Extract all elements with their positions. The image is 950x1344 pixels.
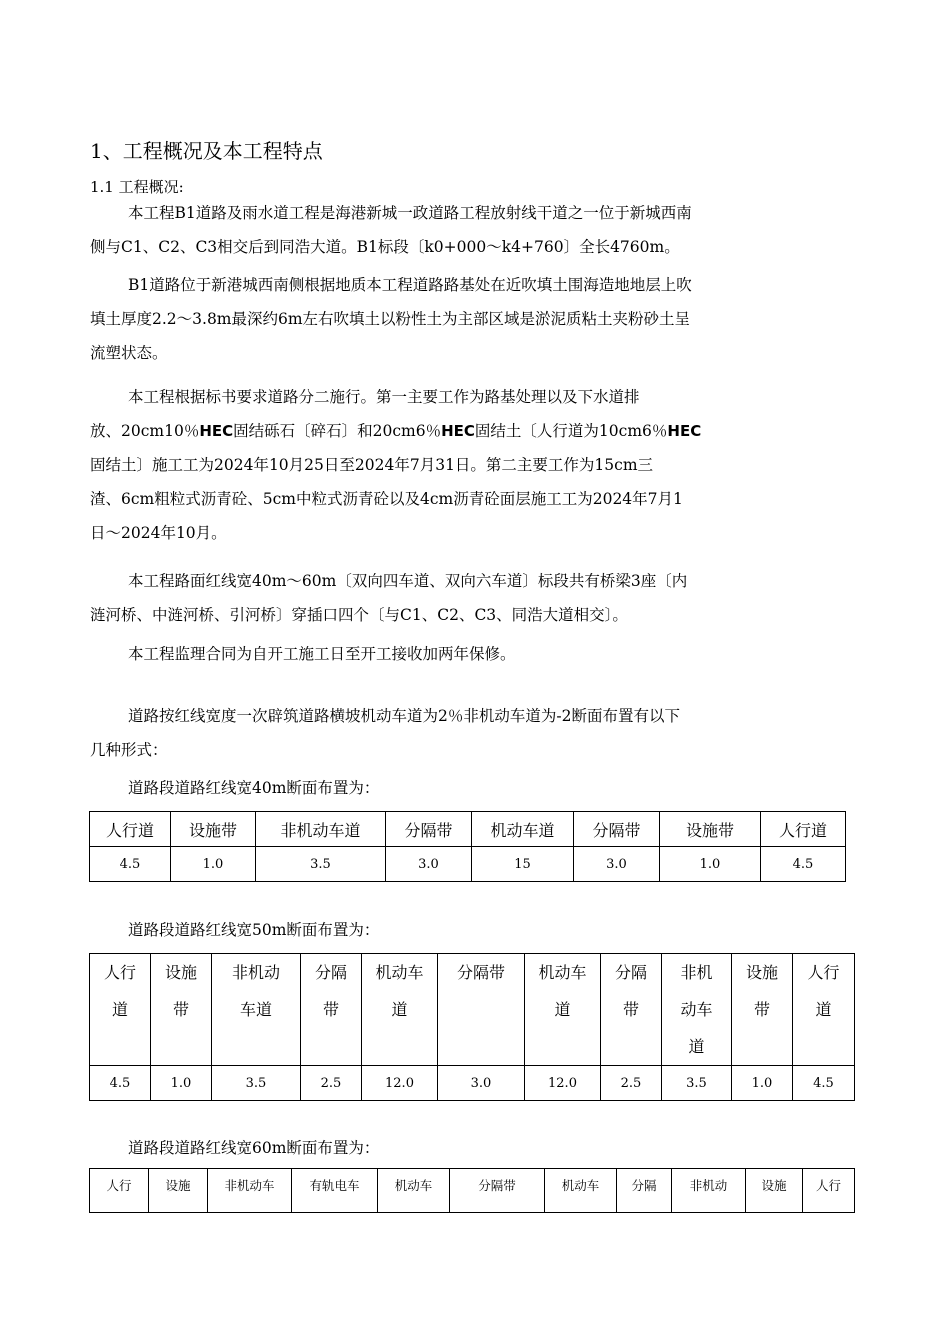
text-line: 固结土〕施工工为2024年10月25日至2024年7月31日。第二主要工作为15cm三 bbox=[90, 456, 654, 474]
table-header-row bbox=[90, 1169, 855, 1213]
table-header-cell: 分隔带 bbox=[450, 1169, 545, 1213]
text-line: 几种形式： bbox=[90, 741, 168, 759]
section-heading: 1、工程概况及本工程特点 bbox=[90, 139, 323, 163]
paragraph-bridges bbox=[90, 564, 830, 632]
table-60m-caption: 道路段道路红线宽60m断面布置为： bbox=[128, 1139, 380, 1157]
table-header-cell: 设施 bbox=[746, 1169, 803, 1213]
text-line: 日～2024年10月。 bbox=[90, 524, 227, 542]
text-line: B1道路位于新港城西南侧根据地质本工程道路路基处在近吹填土围海造地地层上吹 bbox=[128, 276, 692, 294]
table-cell: 1.0 bbox=[660, 847, 761, 882]
table-cell: 3.0 bbox=[386, 847, 472, 882]
table-header-cell: 人行 道 bbox=[90, 954, 151, 1066]
table-header-cell: 非机 动车 道 bbox=[662, 954, 732, 1066]
text-line: 涟河桥、中涟河桥、引河桥〕穿插口四个〔与C1、C2、C3、同浩大道相交〕。 bbox=[90, 606, 628, 624]
table-cell: 1.0 bbox=[151, 1066, 212, 1101]
table-header-cell: 分隔带 bbox=[574, 812, 660, 847]
table-cell: 3.5 bbox=[256, 847, 386, 882]
table-header-cell: 有轨电车 bbox=[292, 1169, 378, 1213]
table-row bbox=[90, 847, 846, 882]
table-header-cell: 分隔 带 bbox=[601, 954, 662, 1066]
text-line: 流塑状态。 bbox=[90, 344, 168, 362]
table-cell: 3.0 bbox=[574, 847, 660, 882]
text-line: 放、20cm10％HEC固结砾石〔碎石〕和20cm6％HEC固结土〔人行道为10cm6％HEC bbox=[90, 422, 702, 440]
table-cell: 1.0 bbox=[171, 847, 256, 882]
table-cell: 2.5 bbox=[301, 1066, 362, 1101]
table-header-cell: 机动车 bbox=[545, 1169, 617, 1213]
paragraph-geology bbox=[90, 268, 830, 370]
table-cell: 4.5 bbox=[761, 847, 846, 882]
table-header-cell: 设施 带 bbox=[732, 954, 793, 1066]
table-40m bbox=[89, 811, 846, 882]
table-cell: 3.0 bbox=[438, 1066, 525, 1101]
paragraph-schedule bbox=[90, 380, 830, 550]
table-header-cell: 机动车道 bbox=[472, 812, 574, 847]
table-header-cell: 设施带 bbox=[171, 812, 256, 847]
table-cell: 12.0 bbox=[525, 1066, 601, 1101]
table-cell: 3.5 bbox=[212, 1066, 301, 1101]
table-cell: 4.5 bbox=[90, 1066, 151, 1101]
table-header-row bbox=[90, 812, 846, 847]
table-header-cell: 人行 bbox=[90, 1169, 149, 1213]
subsection-heading: 1.1 工程概况: bbox=[90, 178, 184, 196]
table-header-cell: 人行 bbox=[803, 1169, 855, 1213]
table-50m-caption: 道路段道路红线宽50m断面布置为： bbox=[128, 921, 380, 939]
table-40m-caption: 道路段道路红线宽40m断面布置为： bbox=[128, 779, 380, 797]
table-cell: 1.0 bbox=[732, 1066, 793, 1101]
table-header-cell: 非机动车道 bbox=[256, 812, 386, 847]
text-line: 渣、6cm粗粒式沥青砼、5cm中粒式沥青砼以及4cm沥青砼面层施工工为2024年7月1 bbox=[90, 490, 683, 508]
table-cell: 4.5 bbox=[90, 847, 171, 882]
table-header-cell: 机动车 道 bbox=[362, 954, 438, 1066]
table-header-cell: 分隔带 bbox=[438, 954, 525, 1066]
paragraph-cross-section bbox=[90, 699, 830, 767]
text-line: 本工程监理合同为自开工施工日至开工接收加两年保修。 bbox=[128, 645, 516, 663]
table-header-cell: 机动车 道 bbox=[525, 954, 601, 1066]
text-line: 填土厚度2.2～3.8m最深约6m左右吹填土以粉性土为主部区域是淤泥质粘土夹粉砂土呈 bbox=[90, 310, 691, 328]
table-header-cell: 设施带 bbox=[660, 812, 761, 847]
table-header-cell: 分隔 bbox=[617, 1169, 672, 1213]
text-line: 本工程路面红线宽40m～60m〔双向四车道、双向六车道〕标段共有桥梁3座〔内 bbox=[128, 572, 688, 590]
table-header-cell: 分隔带 bbox=[386, 812, 472, 847]
text-line: 本工程B1道路及雨水道工程是海港新城一政道路工程放射线干道之一位于新城西南 bbox=[128, 204, 692, 222]
table-50m bbox=[89, 953, 855, 1101]
table-header-cell: 人行道 bbox=[90, 812, 171, 847]
table-header-cell: 非机动 bbox=[672, 1169, 746, 1213]
table-cell: 12.0 bbox=[362, 1066, 438, 1101]
table-header-cell: 分隔 带 bbox=[301, 954, 362, 1066]
table-header-cell: 机动车 bbox=[378, 1169, 450, 1213]
table-header-cell: 非机动车 bbox=[208, 1169, 292, 1213]
text-line: 本工程根据标书要求道路分二施行。第一主要工作为路基处理以及下水道排 bbox=[128, 388, 640, 406]
table-header-cell: 人行道 bbox=[761, 812, 846, 847]
text-line: 道路按红线宽度一次辟筑道路横坡机动车道为2％非机动车道为-2断面布置有以下 bbox=[128, 707, 680, 725]
table-header-cell: 非机动 车道 bbox=[212, 954, 301, 1066]
table-cell: 2.5 bbox=[601, 1066, 662, 1101]
table-header-cell: 人行 道 bbox=[793, 954, 855, 1066]
table-cell: 4.5 bbox=[793, 1066, 855, 1101]
table-header-row bbox=[90, 954, 855, 1066]
paragraph-overview bbox=[90, 196, 830, 264]
table-60m bbox=[89, 1168, 855, 1213]
table-header-cell: 设施 bbox=[149, 1169, 208, 1213]
table-row bbox=[90, 1066, 855, 1101]
text-line: 侧与C1、C2、C3相交后到同浩大道。B1标段〔k0+000～k4+760〕全长4760m。 bbox=[90, 238, 680, 256]
table-header-cell: 设施 带 bbox=[151, 954, 212, 1066]
table-cell: 15 bbox=[472, 847, 574, 882]
paragraph-contract bbox=[90, 637, 830, 671]
table-cell: 3.5 bbox=[662, 1066, 732, 1101]
